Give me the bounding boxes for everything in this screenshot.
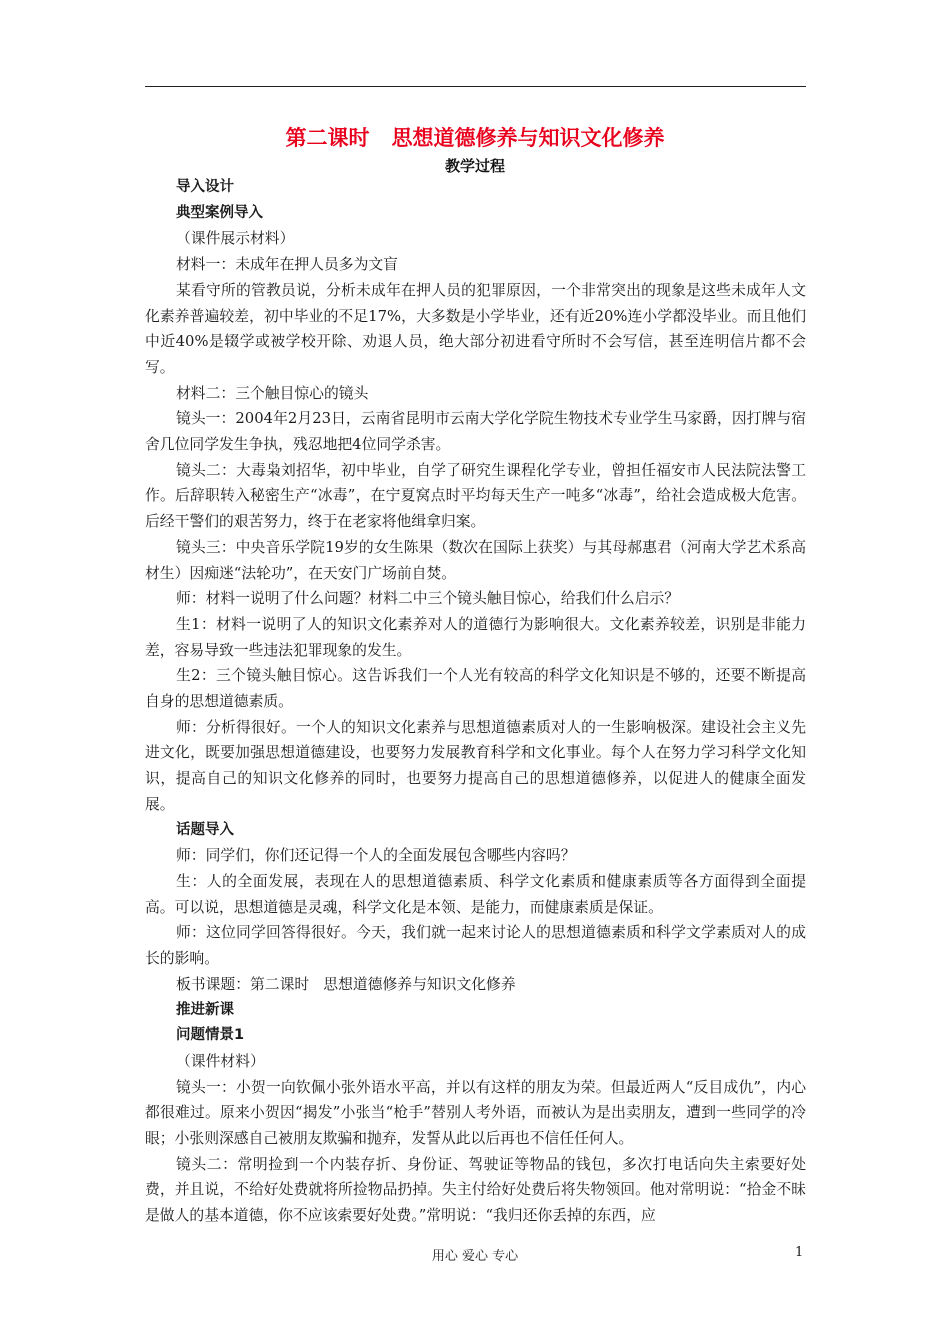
body-paragraph: 镜头二：大毒枭刘招华，初中毕业，自学了研究生课程化学专业，曾担任福安市人民法院法警工作。后辞职转入秘密生产“冰毒”，在宁夏窝点时平均每天生产一吨多“冰毒”，给社会造成极大危害。后经干警们的艰苦努力，终于在老家将他缉拿归案。 [145, 461, 806, 531]
section-subtitle: 教学过程 [444, 157, 505, 175]
body-paragraph: （课件材料） [176, 1052, 265, 1070]
body-paragraph: 材料二：三个触目惊心的镜头 [176, 384, 369, 402]
lesson-title: 第二课时 思想道德修养与知识文化修养 [285, 126, 665, 150]
body-paragraph: 生2：三个镜头触目惊心。这告诉我们一个人光有较高的科学文化知识是不够的，还要不断提高自身的思想道德素质。 [145, 667, 806, 711]
body-paragraph: 镜头三：中央音乐学院19岁的女生陈果（数次在国际上获奖）与其母郝惠君（河南大学艺术系高材生）因痴迷“法轮功”，在天安门广场前自焚。 [145, 538, 806, 582]
body-paragraph: 某看守所的管教员说，分析未成年在押人员的犯罪原因，一个非常突出的现象是这些未成年人文化素养普遍较差，初中毕业的不足17%，大多数是小学毕业，还有近20%连小学都没毕业。而且他们中近40%是辍学或被学校开除、劝退人员，绝大部分初进看守所时不会写信，甚至连明信片都不会写。 [145, 281, 806, 376]
body-paragraph: 镜头一：小贺一向钦佩小张外语水平高，并以有这样的朋友为荣。但最近两人“反目成仇”，内心都很难过。原来小贺因“揭发”小张当“枪手”替别人考外语，而被认为是出卖朋友，遭到一些同学的冷眼；小张则深感自己被朋友欺骗和抛弃，发誓从此以后再也不信任任何人。 [145, 1078, 806, 1148]
page-number: 1 [795, 1245, 804, 1260]
document-body [145, 175, 806, 1229]
footer-slogan: 用心 爱心 专心 [431, 1249, 519, 1264]
body-paragraph: 板书课题：第二课时 思想道德修养与知识文化修养 [176, 975, 516, 993]
body-paragraph: 师：材料一说明了什么问题？材料二中三个镜头触目惊心，给我们什么启示？ [176, 590, 680, 608]
section-heading: 问题情景1 [176, 1027, 245, 1044]
section-heading: 导入设计 [176, 179, 234, 195]
body-paragraph: 师：同学们，你们还记得一个人的全面发展包含哪些内容吗？ [176, 847, 576, 865]
body-paragraph: 师：分析得很好。一个人的知识文化素养与思想道德素质对人的一生影响极深。建设社会主义先进文化，既要加强思想道德建设，也要努力发展教育科学和文化事业。每个人在努力学习科学文化知识，提高自己的知识文化修养的同时，也要努力提高自己的思想道德修养，以促进人的健康全面发展。 [145, 718, 806, 813]
section-heading: 典型案例导入 [176, 204, 263, 221]
body-paragraph: 镜头二：常明捡到一个内装存折、身份证、驾驶证等物品的钱包，多次打电话向失主索要好处费，并且说，不给好处费就将所捡物品扔掉。失主付给好处费后将失物领回。他对常明说：“拾金不昧是做人的基本道德，你不应该索要好处费。”常明说：“我归还你丢掉的东西，应 [145, 1155, 806, 1225]
section-heading: 话题导入 [176, 821, 234, 838]
body-paragraph: 镜头一：2004年2月23日，云南省昆明市云南大学化学院生物技术专业学生马家爵，因打牌与宿舍几位同学发生争执，残忍地把4位同学杀害。 [145, 410, 806, 454]
body-paragraph: 生：人的全面发展，表现在人的思想道德素质、科学文化素质和健康素质等各方面得到全面提高。可以说，思想道德是灵魂，科学文化是本领、是能力，而健康素质是保证。 [145, 872, 806, 916]
header-rule [145, 86, 806, 87]
body-paragraph: 材料一：未成年在押人员多为文盲 [176, 256, 398, 274]
body-paragraph: 生1：材料一说明了人的知识文化素养对人的道德行为影响很大。文化素养较差，识别是非能力差，容易导致一些违法犯罪现象的发生。 [145, 615, 806, 659]
body-paragraph: 师：这位同学回答得很好。今天，我们就一起来讨论人的思想道德素质和科学文学素质对人的成长的影响。 [145, 924, 806, 968]
body-paragraph: （课件展示材料） [176, 230, 295, 248]
section-heading: 推进新课 [176, 1001, 234, 1018]
